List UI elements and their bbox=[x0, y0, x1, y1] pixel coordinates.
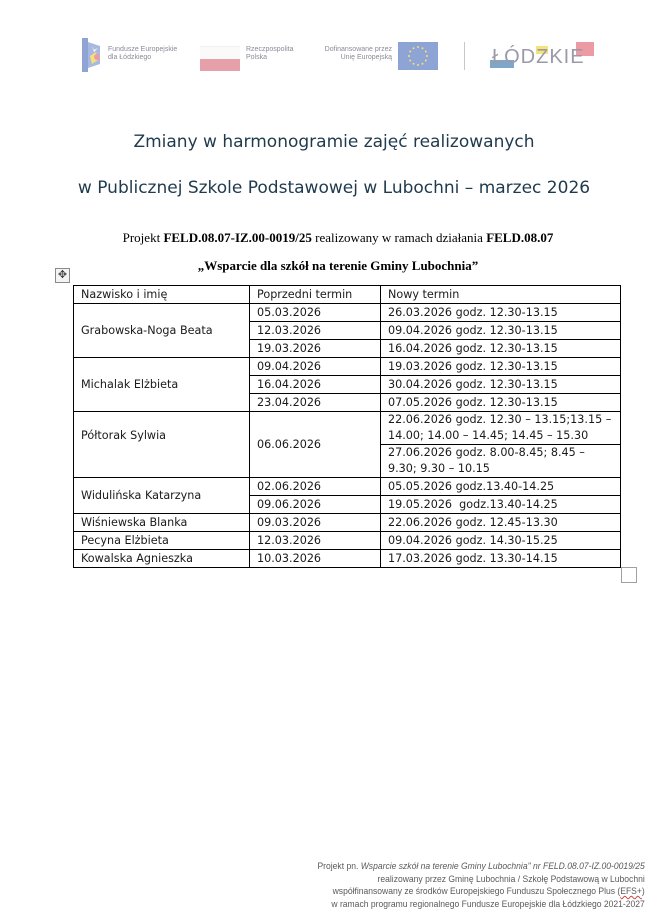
cell-new: 16.04.2026 godz. 12.30-13.15 bbox=[381, 340, 621, 358]
cell-previous: 16.04.2026 bbox=[250, 376, 381, 394]
document-title-line1: Zmiany w harmonogramie zajęć realizowanych bbox=[133, 132, 535, 152]
cell-name: Wiśniewska Blanka bbox=[74, 514, 250, 532]
footer-line1-prefix: Projekt pn. bbox=[317, 861, 361, 871]
eu-flag-icon bbox=[398, 42, 438, 70]
cell-previous: 05.03.2026 bbox=[250, 304, 381, 322]
footer-line4: w ramach programu regionalnego Fundusze Europejskie dla Łódzkiego 2021-2027 bbox=[331, 898, 645, 909]
cell-previous: 12.03.2026 bbox=[250, 322, 381, 340]
cell-new: 22.06.2026 godz. 12.45-13.30 bbox=[381, 514, 621, 532]
cell-previous: 19.03.2026 bbox=[250, 340, 381, 358]
lodzkie-wordmark: ŁÓDZKIE bbox=[492, 46, 585, 68]
cell-previous: 10.03.2026 bbox=[250, 550, 381, 568]
cell-new: 07.05.2026 godz. 12.30-13.15 bbox=[381, 394, 621, 412]
project-code: FELD.08.07-IZ.00-0019/25 bbox=[163, 230, 312, 245]
table-row bbox=[74, 532, 621, 550]
project-description bbox=[0, 230, 668, 246]
cell-new: 17.03.2026 godz. 13.30-14.15 bbox=[381, 550, 621, 568]
document-title-line2: w Publicznej Szkole Podstawowej w Lubochni – marzec 2026 bbox=[77, 178, 591, 198]
rp-text-line2: Polska bbox=[246, 54, 268, 61]
table-move-handle-icon[interactable]: ✥ bbox=[55, 268, 70, 283]
eu-text-line2: Unię Europejską bbox=[340, 54, 392, 61]
footer-line1 bbox=[318, 860, 645, 873]
header-new-date: Nowy termin bbox=[381, 286, 621, 304]
footer-line2: realizowany przez Gminę Lubochnia / Szkołę Podstawową w Lubochni bbox=[377, 873, 645, 884]
schedule-changes-table bbox=[73, 285, 621, 568]
cell-name: Grabowska-Noga Beata bbox=[74, 304, 250, 358]
footer-spellcheck-word: EFS+ bbox=[620, 886, 643, 896]
fe-logo-text bbox=[108, 46, 177, 62]
lodzkie-logo bbox=[490, 40, 600, 72]
rp-logo-text bbox=[246, 46, 293, 62]
cell-new: 27.06.2026 godz. 8.00-8.45; 8.45 – 9.30; 9.30 – 10.15 bbox=[381, 445, 621, 478]
cell-new: 22.06.2026 godz. 12.30 – 13.15;13.15 – 14.00; 14.00 – 14.45; 14.45 – 15.30 bbox=[381, 412, 621, 445]
cell-name: Kowalska Agnieszka bbox=[74, 550, 250, 568]
page-footer bbox=[318, 860, 645, 910]
table-resize-handle[interactable] bbox=[621, 567, 637, 583]
cell-new: 19.05.2026 godz.13.40-14.25 bbox=[381, 496, 621, 514]
header-name: Nazwisko i imię bbox=[74, 286, 250, 304]
table-row bbox=[74, 358, 621, 376]
project-name: „Wsparcie dla szkół na terenie Gminy Lubochnia” bbox=[197, 258, 479, 273]
eu-cofinance-text bbox=[316, 46, 392, 62]
rp-text-line1: Rzeczpospolita bbox=[246, 46, 294, 53]
footer-line1-italic: Wsparcie szkół na terenie Gminy Lubochnia" nr FELD.08.07-IZ.00-0019/25 bbox=[360, 861, 645, 871]
cell-name: Michalak Elżbieta bbox=[74, 358, 250, 412]
table-row bbox=[74, 304, 621, 322]
action-code: FELD.08.07 bbox=[486, 230, 554, 245]
fundusze-europejskie-logo-icon bbox=[82, 38, 102, 72]
cell-new: 30.04.2026 godz. 12.30-13.15 bbox=[381, 376, 621, 394]
table-row bbox=[74, 514, 621, 532]
table-row bbox=[74, 478, 621, 496]
cell-name-text: Półtorak Sylwia bbox=[81, 429, 167, 442]
cell-new: 26.03.2026 godz. 12.30-13.15 bbox=[381, 304, 621, 322]
fe-text-line2: dla Łódzkiego bbox=[108, 54, 152, 61]
header-previous-date: Poprzedni termin bbox=[250, 286, 381, 304]
cell-previous: 09.06.2026 bbox=[250, 496, 381, 514]
eu-text-line1: Dofinansowane przez bbox=[324, 46, 392, 53]
cell-name bbox=[74, 412, 250, 478]
cell-new: 19.03.2026 godz. 12.30-13.15 bbox=[381, 358, 621, 376]
header-logo-bar bbox=[80, 36, 600, 76]
polish-flag-icon bbox=[200, 46, 240, 70]
footer-line3 bbox=[318, 885, 645, 898]
cell-name: Widulińska Katarzyna bbox=[74, 478, 250, 514]
project-prefix: Projekt bbox=[122, 230, 164, 245]
project-middle: realizowany w ramach działania bbox=[311, 230, 487, 245]
table-header-row bbox=[74, 286, 621, 304]
cell-previous: 12.03.2026 bbox=[250, 532, 381, 550]
cell-new: 05.05.2026 godz.13.40-14.25 bbox=[381, 478, 621, 496]
cell-previous: 23.04.2026 bbox=[250, 394, 381, 412]
footer-line3-prefix: współfinansowany ze środków Europejskiego Funduszu Społecznego Plus ( bbox=[332, 886, 621, 896]
fe-text-line1: Fundusze Europejskie bbox=[108, 46, 178, 53]
table-row bbox=[74, 412, 621, 445]
footer-line3-suffix: ) bbox=[642, 886, 645, 896]
cell-previous: 06.06.2026 bbox=[250, 412, 381, 478]
logo-divider bbox=[464, 42, 465, 70]
cell-previous: 09.04.2026 bbox=[250, 358, 381, 376]
table-row bbox=[74, 550, 621, 568]
cell-name: Pecyna Elżbieta bbox=[74, 532, 250, 550]
cell-previous: 09.03.2026 bbox=[250, 514, 381, 532]
cell-new: 09.04.2026 godz. 14.30-15.25 bbox=[381, 532, 621, 550]
cell-new: 09.04.2026 godz. 12.30-13.15 bbox=[381, 322, 621, 340]
eu-stars-icon bbox=[406, 44, 430, 68]
cell-previous: 02.06.2026 bbox=[250, 478, 381, 496]
